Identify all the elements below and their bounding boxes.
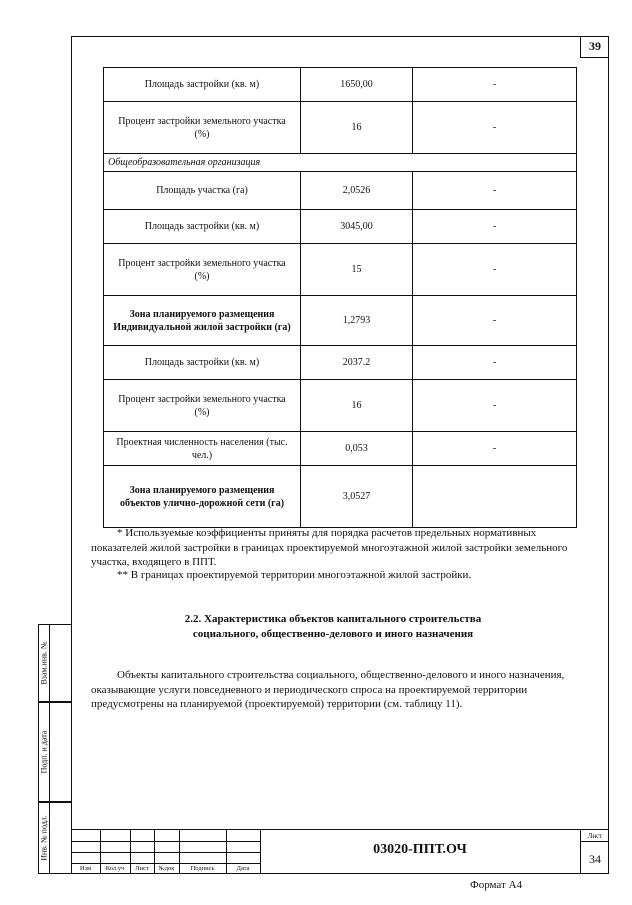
table-row bbox=[104, 244, 577, 296]
table-cell-note: - bbox=[413, 102, 577, 154]
table-cell-value: 1650,00 bbox=[301, 68, 413, 102]
stamp-col-ndok: №док bbox=[158, 865, 175, 872]
table-row bbox=[104, 172, 577, 210]
table-cell-value: 2037.2 bbox=[301, 346, 413, 380]
table-row bbox=[104, 102, 577, 154]
side-label-podp-data: Подп. и дата bbox=[39, 730, 49, 774]
section-heading bbox=[103, 612, 563, 643]
table-cell-value: 3,0527 bbox=[301, 466, 413, 528]
table-cell-label: Площадь застройки (кв. м) bbox=[104, 68, 301, 102]
table-cell-note: - bbox=[413, 296, 577, 346]
table-cell-value: 2,0526 bbox=[301, 172, 413, 210]
stamp-col-podpis: Подпись bbox=[190, 865, 215, 872]
table-cell-label: Зона планируемого размещения Индивидуальной жилой застройки (га) bbox=[104, 296, 301, 346]
table-cell-value: 15 bbox=[301, 244, 413, 296]
table-cell-value: 1,2793 bbox=[301, 296, 413, 346]
section-label: Общеобразовательная организация bbox=[104, 154, 577, 172]
table-cell-label: Зона планируемого размещения объектов улично-дорожной сети (га) bbox=[104, 466, 301, 528]
title-block bbox=[71, 829, 609, 874]
table-cell-note: - bbox=[413, 432, 577, 466]
side-box-inv-podl bbox=[38, 802, 71, 874]
table-cell-label: Площадь застройки (кв. м) bbox=[104, 346, 301, 380]
document-code: 03020-ППТ.ОЧ bbox=[373, 842, 467, 857]
table-cell-label: Процент застройки земельного участка (%) bbox=[104, 102, 301, 154]
page-number-top: 39 bbox=[580, 36, 609, 58]
format-label: Формат А4 bbox=[470, 879, 523, 891]
table-cell-label: Площадь участка (га) bbox=[104, 172, 301, 210]
table-cell-note: - bbox=[413, 244, 577, 296]
table-cell-label: Проектная численность населения (тыс. чел.) bbox=[104, 432, 301, 466]
stamp-col-data: Дата bbox=[236, 865, 250, 872]
side-label-inv-vzam: Взам.инв. № bbox=[39, 641, 49, 685]
side-box-podp-data bbox=[38, 702, 71, 802]
table-cell-label: Процент застройки земельного участка (%) bbox=[104, 380, 301, 432]
table-cell-note: - bbox=[413, 68, 577, 102]
table-row bbox=[104, 380, 577, 432]
section-heading-line1: 2.2. Характеристика объектов капитального строительства bbox=[184, 613, 482, 625]
body-paragraph: Объекты капитального строительства социального, общественно-делового и иного назначения, оказывающие услуги повседневного и периодического спроса на проектируемой территории предусмотрены на планируемой (проектируемой) территории (см. таблицу 11). bbox=[91, 669, 565, 711]
table-cell-label: Процент застройки земельного участка (%) bbox=[104, 244, 301, 296]
table-row bbox=[104, 210, 577, 244]
table-cell-note bbox=[413, 466, 577, 528]
stamp-col-list: Лист bbox=[135, 865, 149, 872]
table-cell-note: - bbox=[413, 172, 577, 210]
parameters-table bbox=[103, 67, 577, 528]
footnote-1: * Используемые коэффициенты приняты для порядка расчетов предельных нормативных показателей жилой застройки в границах проектируемой многоэтажной жилой застройки земельного участка, входящего в ППТ. bbox=[91, 527, 568, 569]
table-row bbox=[104, 346, 577, 380]
table-cell-label: Площадь застройки (кв. м) bbox=[104, 210, 301, 244]
footnote-2: ** В границах проектируемой территории многоэтажной жилой застройки. bbox=[117, 569, 472, 581]
side-label-inv-podl: Инв. № подл. bbox=[39, 815, 49, 861]
table-cell-note: - bbox=[413, 346, 577, 380]
table-section-row bbox=[104, 154, 577, 172]
sheet-label: Лист bbox=[587, 832, 603, 840]
table-cell-note: - bbox=[413, 380, 577, 432]
table-cell-note: - bbox=[413, 210, 577, 244]
stamp-col-kol-uch: Кол.уч bbox=[105, 865, 125, 872]
table-cell-value: 16 bbox=[301, 380, 413, 432]
sheet-number: 34 bbox=[589, 852, 601, 866]
section-heading-line2: социального, общественно-делового и иного назначения bbox=[192, 628, 474, 641]
stamp-col-izm: Изм bbox=[79, 865, 92, 872]
table-row bbox=[104, 296, 577, 346]
table-cell-value: 0,053 bbox=[301, 432, 413, 466]
table-row bbox=[104, 466, 577, 528]
table-cell-value: 3045,00 bbox=[301, 210, 413, 244]
table-row bbox=[104, 432, 577, 466]
table-cell-value: 16 bbox=[301, 102, 413, 154]
side-box-inv-vzam bbox=[38, 624, 71, 702]
table-row bbox=[104, 68, 577, 102]
